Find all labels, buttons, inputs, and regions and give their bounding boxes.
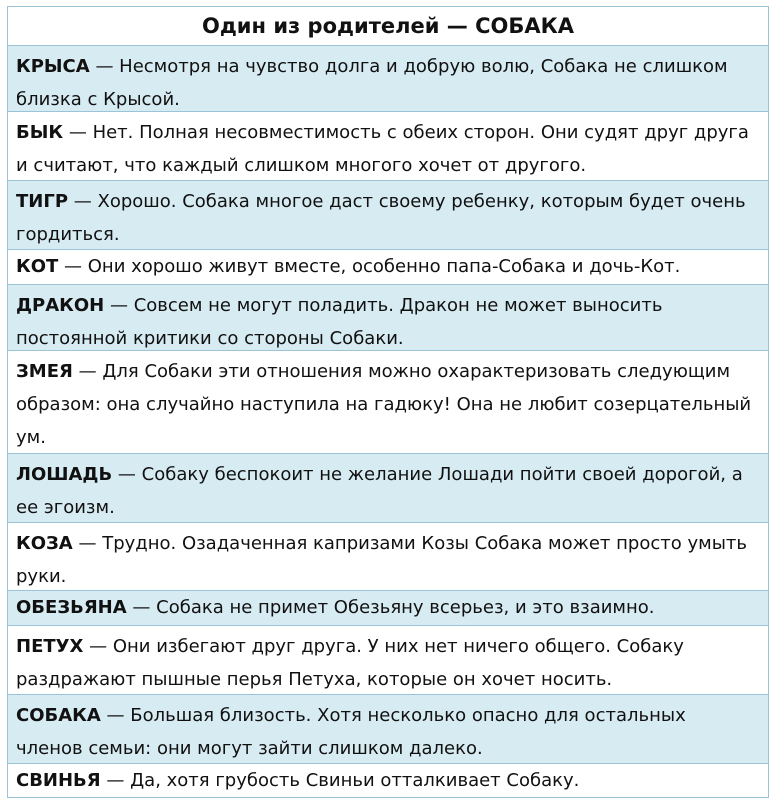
row-sign: ЗМЕЯ [16,361,73,382]
table-row [8,351,768,454]
row-sign: СВИНЬЯ [16,770,101,791]
row-text: Хорошо. Собака многое даст своему ребенку, которым будет очень гордиться. [16,191,746,245]
row-text: Трудно. Озадаченная капризами Козы Собака может просто умыть руки. [16,533,747,587]
row-text: Несмотря на чувство долга и добрую волю, Собака не слишком близка с Крысой. [16,56,728,110]
table-title: Один из родителей — СОБАКА [8,7,768,46]
row-sign: ОБЕЗЬЯНА [16,597,127,618]
row-dash: — [78,361,103,382]
row-sign: СОБАКА [16,705,101,726]
table-row [8,591,768,626]
row-text: Большая близость. Хотя несколько опасно для остальных членов семьи: они могут зайти слишком далеко. [16,705,686,759]
row-sign: ПЕТУХ [16,636,84,657]
row-text: Они избегают друг друга. У них нет ничего общего. Собаку раздражают пышные перья Петуха, которые он хочет носить. [16,636,684,690]
row-dash: — [117,464,142,485]
table-row [8,695,768,764]
table-row [8,523,768,591]
table-row [8,454,768,523]
row-text: Нет. Полная несовместимость с обеих сторон. Они судят друг друга и считают, что каждый слишком многого хочет от другого. [16,122,749,176]
table-row [8,46,768,112]
row-text: Они хорошо живут вместе, особенно папа-Собака и дочь-Кот. [87,256,681,277]
row-text: Да, хотя грубость Свиньи отталкивает Собаку. [130,770,580,791]
row-sign: КОЗА [16,533,73,554]
row-dash: — [106,705,131,726]
row-sign: БЫК [16,122,64,143]
table-row [8,250,768,285]
row-dash: — [78,533,103,554]
table-row [8,285,768,351]
row-dash: — [89,636,113,657]
row-sign: ДРАКОН [16,295,105,316]
row-text: Собаку беспокоит не желание Лошади пойти своей дорогой, а ее эгоизм. [16,464,743,518]
table-row [8,181,768,250]
row-sign: ТИГР [16,191,69,212]
row-dash: — [109,295,134,316]
row-dash: — [73,191,98,212]
row-dash: — [68,122,93,143]
row-dash: — [106,770,131,791]
row-text: Совсем не могут поладить. Дракон не может выносить постоянной критики со стороны Собаки. [16,295,663,349]
row-text: Собака не примет Обезьяну всерьез, и это взаимно. [156,597,655,618]
row-dash: — [132,597,157,618]
row-sign: КРЫСА [16,56,90,77]
table-row [8,112,768,181]
table-row [8,764,768,797]
row-sign: ЛОШАДЬ [16,464,113,485]
row-text: Для Собаки эти отношения можно охарактеризовать следующим образом: она случайно наступила на гадюку! Она не любит созерцательный ум. [16,361,752,448]
compatibility-table [7,6,769,798]
row-dash: — [95,56,120,77]
table-row [8,626,768,695]
row-sign: КОТ [16,256,59,277]
row-dash: — [64,256,88,277]
